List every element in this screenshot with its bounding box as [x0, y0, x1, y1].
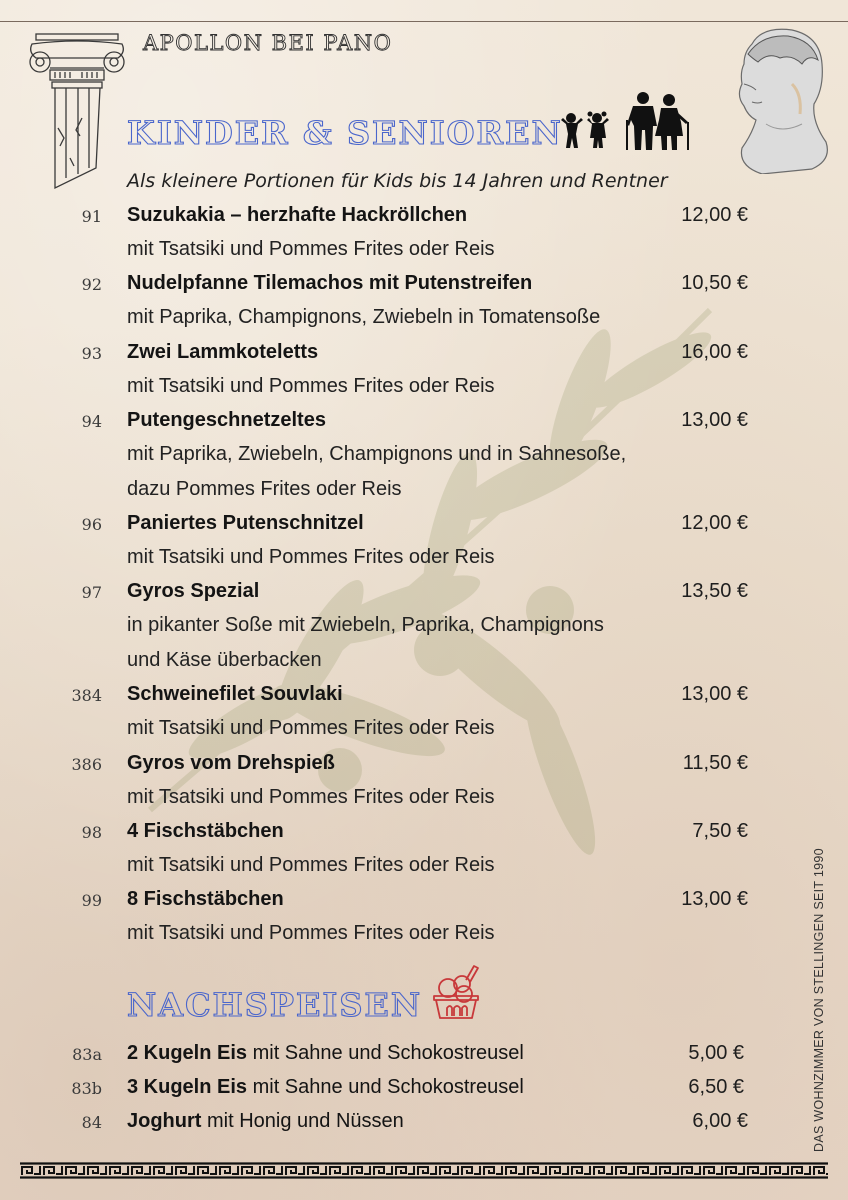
item-description: dazu Pommes Frites oder Reis: [127, 478, 402, 500]
item-number: 94: [81, 412, 102, 431]
item-price: 5,00 €: [688, 1042, 744, 1064]
ionic-column-icon: [22, 28, 132, 190]
greek-meander-border: [20, 1162, 828, 1179]
item-name: Putengeschnetzeltes: [127, 409, 326, 431]
menu-item: [0, 337, 848, 371]
item-price: 13,00 €: [681, 888, 748, 910]
item-name: Suzukakia – herzhafte Hackröllchen: [127, 204, 468, 226]
tagline-vertical: DAS WOHNZIMMER VON STELLINGEN SEIT 1990: [812, 848, 826, 1152]
david-bust-icon: [722, 24, 832, 174]
item-name: Gyros Spezial: [127, 580, 260, 602]
item-number: 84: [81, 1113, 102, 1132]
item-name-rest: mit Sahne und Schokostreusel: [247, 1042, 524, 1064]
item-number: 91: [81, 207, 102, 226]
item-name: Gyros vom Drehspieß: [127, 752, 335, 774]
item-number: 83a: [72, 1045, 102, 1064]
item-price: 12,00 €: [681, 204, 748, 226]
item-number: 92: [81, 275, 102, 294]
item-name-bold: 3 Kugeln Eis: [127, 1076, 248, 1098]
menu-item: [0, 679, 848, 713]
menu-item: [0, 884, 848, 918]
item-description: mit Tsatsiki und Pommes Frites oder Reis: [127, 922, 495, 944]
item-number: 83b: [71, 1079, 102, 1098]
item-number: 98: [81, 823, 102, 842]
menu-item: [0, 200, 848, 234]
item-name: [127, 1076, 524, 1099]
item-number: 99: [81, 891, 102, 910]
item-price: 16,00 €: [681, 341, 748, 363]
item-name-bold: 2 Kugeln Eis: [127, 1042, 248, 1064]
item-name-bold: Joghurt: [127, 1110, 202, 1132]
item-description: mit Tsatsiki und Pommes Frites oder Reis: [127, 375, 495, 397]
item-description: mit Tsatsiki und Pommes Frites oder Reis: [127, 786, 495, 808]
item-description: mit Tsatsiki und Pommes Frites oder Reis: [127, 854, 495, 876]
item-name-rest: mit Sahne und Schokostreusel: [247, 1076, 524, 1098]
section-subtitle: Als kleinere Portionen für Kids bis 14 Jahren und Rentner: [127, 170, 668, 192]
item-number: 384: [71, 686, 102, 705]
menu-item: [0, 576, 848, 610]
item-name: Zwei Lammkoteletts: [127, 341, 319, 363]
item-description: mit Tsatsiki und Pommes Frites oder Reis: [127, 238, 495, 260]
item-name: [127, 1110, 404, 1133]
item-price: 7,50 €: [692, 820, 748, 842]
item-number: 97: [81, 583, 102, 602]
section-title-kinder-senioren: KINDER & SENIOREN: [127, 114, 563, 152]
item-name: 4 Fischstäbchen: [127, 820, 284, 842]
menu-item: [0, 268, 848, 302]
item-price: 6,50 €: [688, 1076, 744, 1098]
item-number: 96: [81, 515, 102, 534]
menu-item: [0, 1106, 848, 1140]
kids-and-seniors-icon: [557, 90, 697, 152]
item-description: mit Paprika, Zwiebeln, Champignons und in Sahnesoße,: [127, 443, 627, 465]
item-number: 93: [81, 344, 102, 363]
item-price: 13,00 €: [681, 683, 748, 705]
menu-item: [0, 1072, 848, 1106]
item-description: mit Tsatsiki und Pommes Frites oder Reis: [127, 546, 495, 568]
menu-item: [0, 405, 848, 439]
menu-item: [0, 816, 848, 850]
item-number: 386: [71, 755, 102, 774]
item-description: in pikanter Soße mit Zwiebeln, Paprika, Champignons: [127, 614, 604, 636]
item-price: 6,00 €: [692, 1110, 748, 1132]
header-rule: [0, 21, 848, 22]
item-description: und Käse überbacken: [127, 649, 322, 671]
item-name: Nudelpfanne Tilemachos mit Putenstreifen: [127, 272, 533, 294]
section-title-nachspeisen: NACHSPEISEN: [127, 986, 423, 1024]
item-description: mit Paprika, Champignons, Zwiebeln in Tomatensoße: [127, 306, 601, 328]
item-price: 11,50 €: [682, 752, 748, 774]
item-description: mit Tsatsiki und Pommes Frites oder Reis: [127, 717, 495, 739]
item-price: 12,00 €: [681, 512, 748, 534]
item-name: [127, 1042, 524, 1065]
item-price: 13,50 €: [681, 580, 748, 602]
item-name-rest: mit Honig und Nüssen: [201, 1110, 404, 1132]
restaurant-name: APOLLON BEI PANO: [143, 31, 393, 55]
item-price: 13,00 €: [681, 409, 748, 431]
menu-item: [0, 1038, 848, 1072]
item-name: 8 Fischstäbchen: [127, 888, 284, 910]
item-name: Paniertes Putenschnitzel: [127, 512, 364, 534]
item-price: 10,50 €: [681, 272, 748, 294]
ice-cream-cup-icon: [430, 964, 482, 1020]
menu-item: [0, 508, 848, 542]
item-name: Schweinefilet Souvlaki: [127, 683, 343, 705]
menu-item: [0, 748, 848, 782]
